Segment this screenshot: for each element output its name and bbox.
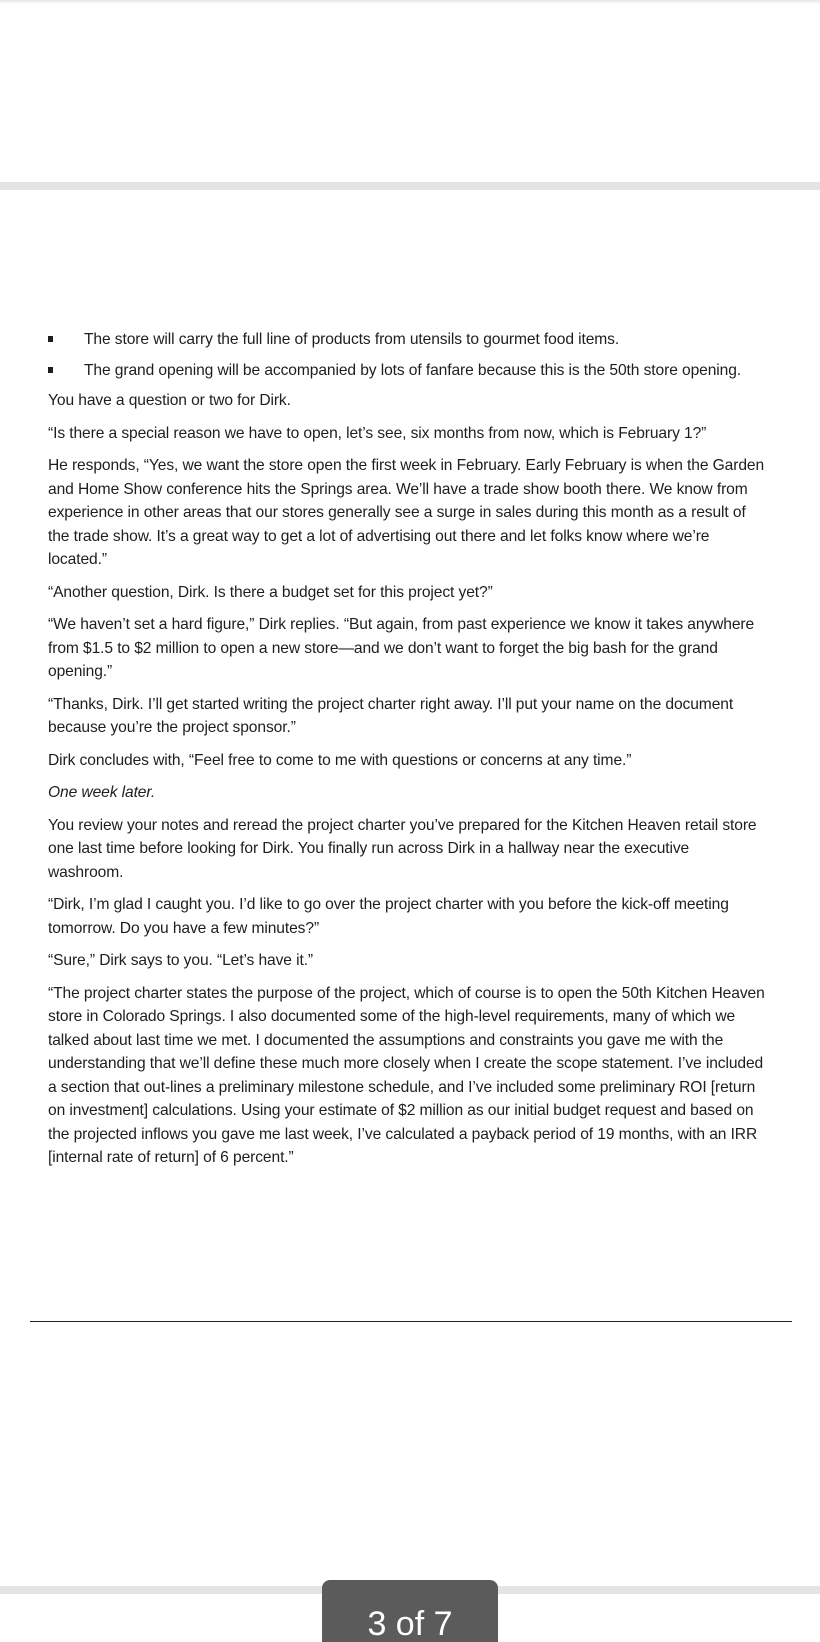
bullet-item: [48, 328, 768, 352]
document-page: [48, 328, 768, 1179]
bullet-text: The store will carry the full line of products from utensils to gourmet food items.: [84, 331, 620, 348]
bullet-text: The grand opening will be accompanied by lots of fanfare because this is the 50th store opening.: [84, 361, 742, 379]
body-paragraph: “Thanks, Dirk. I’ll get started writing the project charter right away. I’ll put your name on the document because you’re the project sponsor.”: [48, 695, 734, 736]
body-paragraph: “Is there a special reason we have to open, let’s see, six months from now, which is February 1?”: [48, 424, 707, 442]
paragraph-list: [48, 389, 768, 1170]
body-paragraph: “Dirk, I’m glad I caught you. I’d like to go over the project charter with you before the kick-off meeting tomorrow. Do you have a few minutes?”: [48, 896, 729, 937]
body-paragraph: “Sure,” Dirk says to you. “Let’s have it.”: [48, 952, 314, 969]
body-paragraph: “Another question, Dirk. Is there a budget set for this project yet?”: [48, 583, 493, 601]
body-paragraph: You review your notes and reread the project charter you’ve prepared for the Kitchen Heaven retail store one last time before looking for Dirk. You finally run across Dirk in a hallway near the executive washroom.: [48, 816, 757, 881]
page-indicator-label: 3 of 7: [367, 1605, 453, 1642]
top-edge-shadow: [0, 0, 820, 4]
body-paragraph: One week later.: [48, 784, 156, 801]
page-indicator: [322, 1580, 498, 1642]
body-paragraph: “The project charter states the purpose of the project, which of course is to open the 50th Kitchen Heaven store in Colorado Springs. I also documented some of the high-level requirements, many of which we talked about last time we met. I documented the assumptions and constraints you gave me with the understanding that we’ll define these much more closely when I create the scope statement. I’ve included a section that out-lines a preliminary milestone schedule, and I’ve included some preliminary ROI [return on investment] calculations. Using your estimate of $2 million as our initial budget request and based on the projected inflows you gave me last week, I’ve calculated a payback period of 19 months, with an IRR [internal rate of return] of 6 percent.”: [48, 984, 765, 1166]
horizontal-rule: [30, 1321, 792, 1322]
body-paragraph: You have a question or two for Dirk.: [48, 392, 291, 409]
bullet-item: [48, 359, 768, 383]
bullet-marker: [48, 336, 53, 342]
body-paragraph: Dirk concludes with, “Feel free to come to me with questions or concerns at any time.”: [48, 751, 632, 769]
bullet-marker: [48, 367, 53, 373]
body-paragraph: He responds, “Yes, we want the store open the first week in February. Early February is when the Garden and Home Show conference hits the Springs area. We’ll have a trade show booth there. We know from experience in other areas that our stores generally see a surge in sales during this month as a result of the trade show. It’s a great way to get a lot of advertising out there and let folks know where we’re located.”: [48, 457, 765, 568]
bullet-list: [48, 328, 768, 382]
page-separator-top: [0, 182, 820, 190]
body-paragraph: “We haven’t set a hard figure,” Dirk replies. “But again, from past experience we know it takes anywhere from $1.5 to $2 million to open a new store—and we don’t want to forget the big bash for the grand opening.”: [48, 616, 755, 680]
